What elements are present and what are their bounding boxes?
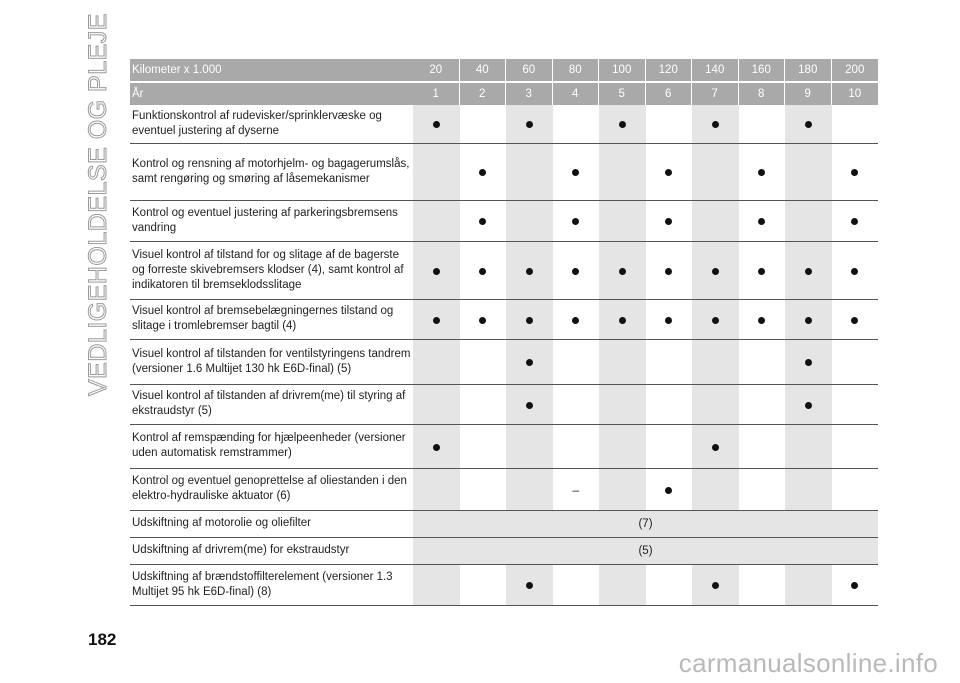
bullet-icon — [665, 317, 672, 324]
schedule-cell — [506, 105, 553, 144]
schedule-cell — [646, 300, 693, 340]
empty-cell — [599, 565, 646, 606]
watermark: carmanualsonline.info — [678, 648, 938, 678]
empty-cell — [739, 385, 786, 425]
empty-cell — [832, 340, 879, 385]
schedule-cell — [506, 385, 553, 425]
empty-cell — [460, 105, 507, 144]
year-value: 9 — [785, 83, 832, 105]
empty-cell — [692, 385, 739, 425]
year-label: År — [130, 83, 413, 105]
empty-cell — [646, 385, 693, 425]
bullet-icon — [433, 268, 440, 275]
empty-cell — [553, 385, 600, 425]
empty-cell — [506, 201, 553, 242]
schedule-cell — [692, 300, 739, 340]
bullet-icon — [433, 121, 440, 128]
schedule-cell — [460, 242, 507, 300]
task-description: Udskiftning af drivrem(me) for ekstraudstyr — [130, 538, 413, 565]
schedule-cell — [553, 201, 600, 242]
table-row — [130, 511, 878, 538]
empty-cell — [785, 469, 832, 511]
schedule-cell — [646, 242, 693, 300]
bullet-icon — [572, 169, 579, 176]
km-header-row — [130, 59, 878, 83]
schedule-cell — [599, 242, 646, 300]
bullet-icon — [758, 169, 765, 176]
bullet-icon — [526, 582, 533, 589]
empty-cell — [460, 385, 507, 425]
interval-note: (7) — [413, 511, 878, 538]
task-description: Visuel kontrol af tilstanden for ventilstyringens tandrem (versioner 1.6 Multijet 130 hk E6D-final) (5) — [130, 340, 413, 385]
task-description: Kontrol og eventuel justering af parkeringsbremsens vandring — [130, 201, 413, 242]
table-row — [130, 565, 878, 606]
schedule-cell — [739, 242, 786, 300]
empty-cell — [553, 340, 600, 385]
schedule-cell — [599, 105, 646, 144]
empty-cell — [692, 201, 739, 242]
empty-cell — [599, 201, 646, 242]
year-value: 2 — [460, 83, 507, 105]
km-value: 60 — [506, 59, 553, 83]
empty-cell — [739, 340, 786, 385]
schedule-cell — [739, 144, 786, 201]
table-row — [130, 469, 878, 511]
bullet-icon — [526, 402, 533, 409]
empty-cell — [413, 565, 460, 606]
empty-cell — [460, 469, 507, 511]
km-value: 140 — [692, 59, 739, 83]
bullet-icon — [619, 268, 626, 275]
km-value: 40 — [460, 59, 507, 83]
empty-cell — [646, 105, 693, 144]
bullet-icon — [665, 169, 672, 176]
table-row — [130, 385, 878, 425]
bullet-icon — [665, 487, 672, 494]
bullet-icon — [805, 359, 812, 366]
bullet-icon — [572, 268, 579, 275]
task-description: Kontrol og rensning af motorhjelm- og bagagerumslås, samt rengøring og smøring af låsemekanismer — [130, 144, 413, 201]
schedule-cell — [413, 425, 460, 469]
bullet-icon — [851, 317, 858, 324]
bullet-icon — [712, 444, 719, 451]
km-value: 20 — [413, 59, 460, 83]
schedule-cell — [692, 425, 739, 469]
interval-note: (5) — [413, 538, 878, 565]
empty-cell — [785, 144, 832, 201]
year-value: 1 — [413, 83, 460, 105]
km-label: Kilometer x 1.000 — [130, 59, 413, 83]
schedule-cell — [553, 144, 600, 201]
section-title-text: VEDLIGEHOLDELSE OG PLEJE — [83, 13, 112, 396]
empty-cell — [785, 425, 832, 469]
schedule-cell — [785, 340, 832, 385]
empty-cell — [506, 144, 553, 201]
km-value: 200 — [832, 59, 879, 83]
year-value: 7 — [692, 83, 739, 105]
empty-cell — [553, 105, 600, 144]
empty-cell — [413, 385, 460, 425]
task-description: Visuel kontrol af tilstanden af drivrem(me) til styring af ekstraudstyr (5) — [130, 385, 413, 425]
year-value: 8 — [739, 83, 786, 105]
empty-cell — [646, 340, 693, 385]
bullet-icon — [758, 317, 765, 324]
empty-cell — [413, 144, 460, 201]
bullet-icon — [572, 218, 579, 225]
empty-cell — [460, 425, 507, 469]
schedule-cell — [785, 385, 832, 425]
bullet-icon — [712, 317, 719, 324]
empty-cell — [413, 469, 460, 511]
schedule-cell — [785, 242, 832, 300]
km-value: 100 — [599, 59, 646, 83]
bullet-icon — [805, 402, 812, 409]
schedule-cell — [832, 242, 879, 300]
year-value: 6 — [646, 83, 693, 105]
schedule-cell — [553, 242, 600, 300]
bullet-icon — [665, 268, 672, 275]
empty-cell — [832, 469, 879, 511]
schedule-cell — [646, 469, 693, 511]
page-number: 182 — [88, 630, 117, 649]
schedule-cell — [692, 565, 739, 606]
schedule-cell — [506, 300, 553, 340]
empty-cell — [506, 469, 553, 511]
bullet-icon — [851, 218, 858, 225]
schedule-cell — [413, 300, 460, 340]
bullet-icon — [433, 444, 440, 451]
empty-cell — [739, 425, 786, 469]
section-title — [83, 13, 112, 396]
table-row — [130, 242, 878, 300]
dash-mark: – — [572, 482, 580, 497]
table-row — [130, 300, 878, 340]
year-value: 3 — [506, 83, 553, 105]
schedule-cell — [460, 300, 507, 340]
empty-cell — [599, 385, 646, 425]
schedule-cell — [413, 105, 460, 144]
empty-cell — [553, 425, 600, 469]
schedule-cell — [692, 242, 739, 300]
empty-cell — [646, 565, 693, 606]
bullet-icon — [851, 169, 858, 176]
empty-cell — [599, 469, 646, 511]
bullet-icon — [665, 218, 672, 225]
schedule-cell — [506, 340, 553, 385]
schedule-cell — [692, 105, 739, 144]
km-value: 160 — [739, 59, 786, 83]
schedule-cell — [832, 300, 879, 340]
schedule-cell — [506, 565, 553, 606]
bullet-icon — [619, 121, 626, 128]
empty-cell — [599, 340, 646, 385]
schedule-cell — [506, 242, 553, 300]
bullet-icon — [479, 169, 486, 176]
table-row — [130, 425, 878, 469]
schedule-cell — [832, 144, 879, 201]
schedule-cell — [739, 300, 786, 340]
schedule-cell — [460, 201, 507, 242]
empty-cell — [739, 469, 786, 511]
empty-cell — [460, 565, 507, 606]
schedule-cell — [646, 144, 693, 201]
empty-cell — [832, 425, 879, 469]
km-value: 120 — [646, 59, 693, 83]
bullet-icon — [758, 268, 765, 275]
year-value: 10 — [832, 83, 879, 105]
km-value: 180 — [785, 59, 832, 83]
empty-cell — [599, 144, 646, 201]
empty-cell — [413, 201, 460, 242]
bullet-icon — [805, 268, 812, 275]
schedule-cell — [553, 300, 600, 340]
schedule-cell — [832, 201, 879, 242]
table-row — [130, 105, 878, 144]
bullet-icon — [712, 582, 719, 589]
empty-cell — [785, 565, 832, 606]
bullet-icon — [572, 317, 579, 324]
bullet-icon — [526, 268, 533, 275]
bullet-icon — [805, 317, 812, 324]
bullet-icon — [526, 359, 533, 366]
schedule-cell — [599, 300, 646, 340]
task-description: Kontrol af remspænding for hjælpeenheder (versioner uden automatisk remstrammer) — [130, 425, 413, 469]
task-description: Visuel kontrol af tilstand for og slitage af de bagerste og forreste skivebremsers klodser (4), samt kontrol af indikatoren til bremseklodsslitage — [130, 242, 413, 300]
km-value: 80 — [553, 59, 600, 83]
schedule-cell — [460, 144, 507, 201]
empty-cell — [506, 425, 553, 469]
bullet-icon — [712, 121, 719, 128]
bullet-icon — [851, 582, 858, 589]
table-row — [130, 340, 878, 385]
bullet-icon — [526, 317, 533, 324]
empty-cell — [553, 565, 600, 606]
empty-cell — [646, 425, 693, 469]
empty-cell — [460, 340, 507, 385]
year-value: 5 — [599, 83, 646, 105]
bullet-icon — [479, 218, 486, 225]
empty-cell — [413, 340, 460, 385]
schedule-cell — [832, 565, 879, 606]
table-row — [130, 201, 878, 242]
task-description: Visuel kontrol af bremsebelægningernes tilstand og slitage i tromlebremser bagtil (4) — [130, 300, 413, 340]
maintenance-schedule-table — [130, 59, 878, 606]
bullet-icon — [479, 268, 486, 275]
empty-cell — [785, 201, 832, 242]
empty-cell — [832, 105, 879, 144]
schedule-cell — [739, 201, 786, 242]
empty-cell — [692, 144, 739, 201]
bullet-icon — [851, 268, 858, 275]
task-description: Funktionskontrol af rudevisker/sprinklervæske og eventuel justering af dyserne — [130, 105, 413, 144]
empty-cell — [599, 425, 646, 469]
schedule-cell — [413, 242, 460, 300]
bullet-icon — [433, 317, 440, 324]
empty-cell — [692, 469, 739, 511]
empty-cell — [739, 105, 786, 144]
schedule-cell — [553, 469, 600, 511]
bullet-icon — [526, 121, 533, 128]
empty-cell — [692, 340, 739, 385]
bullet-icon — [712, 268, 719, 275]
bullet-icon — [805, 121, 812, 128]
schedule-cell — [785, 105, 832, 144]
schedule-cell — [646, 201, 693, 242]
year-value: 4 — [553, 83, 600, 105]
bullet-icon — [619, 317, 626, 324]
task-description: Kontrol og eventuel genoprettelse af oliestanden i den elektro-hydrauliske aktuator (6) — [130, 469, 413, 511]
table-row — [130, 144, 878, 201]
table-row — [130, 538, 878, 565]
schedule-cell — [785, 300, 832, 340]
bullet-icon — [758, 218, 765, 225]
task-description: Udskiftning af motorolie og oliefilter — [130, 511, 413, 538]
bullet-icon — [479, 317, 486, 324]
year-header-row — [130, 83, 878, 105]
task-description: Udskiftning af brændstoffilterelement (versioner 1.3 Multijet 95 hk E6D-final) (8) — [130, 565, 413, 606]
empty-cell — [739, 565, 786, 606]
empty-cell — [832, 385, 879, 425]
